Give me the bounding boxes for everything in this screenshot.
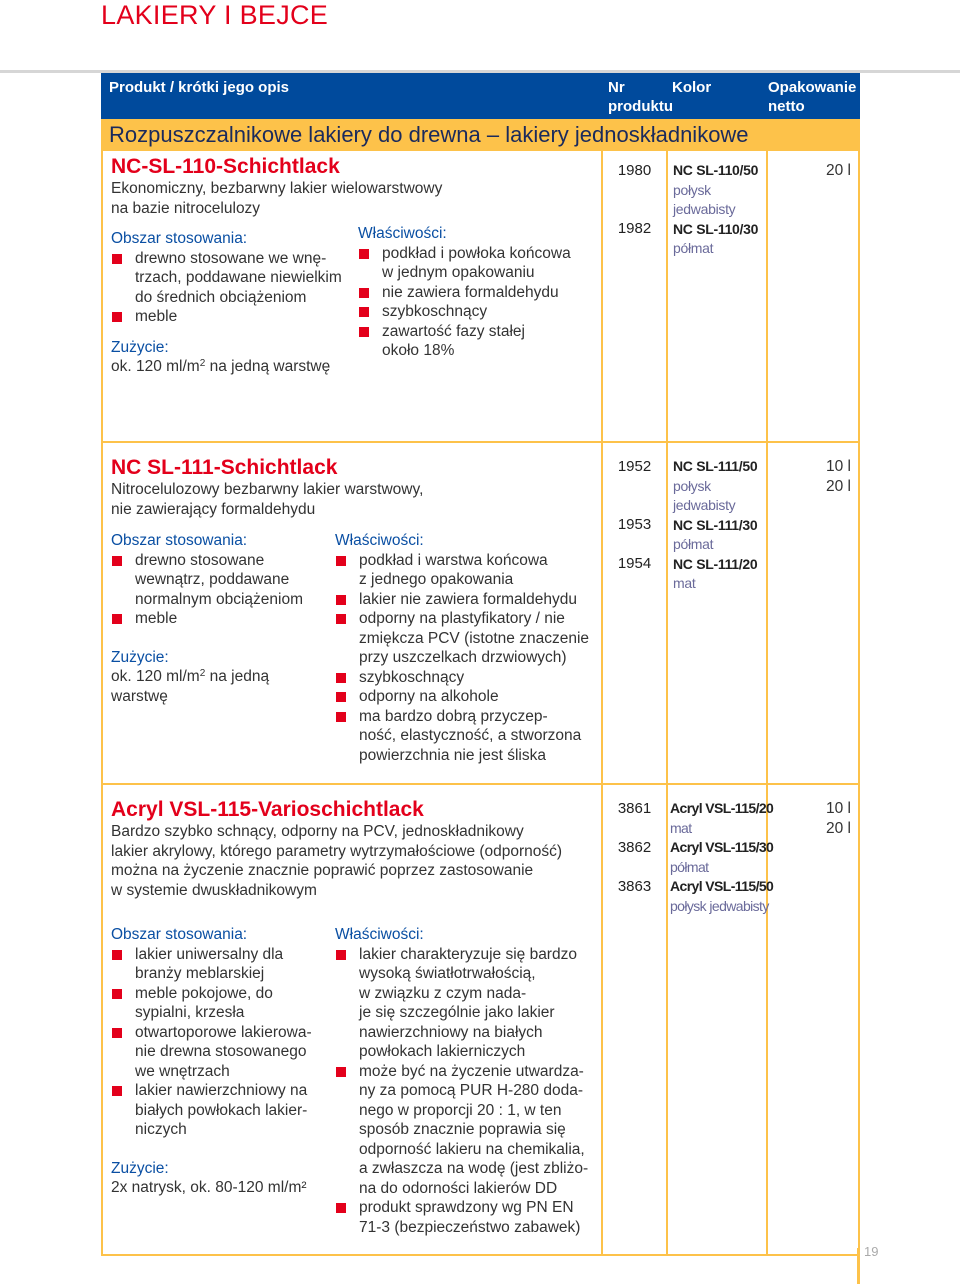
- column-divider: [666, 785, 668, 1254]
- list-item: podkład i warstwa końcowa z jednego opakowania: [335, 551, 599, 590]
- header-kolor: Kolor: [672, 79, 712, 96]
- properties-label: Właściwości:: [335, 532, 424, 549]
- list-item: ma bardzo dobrą przyczep- ność, elastyczność, a stworzona powierzchnia nie jest śliska: [335, 707, 599, 766]
- list-item: podkład i powłoka końcowa w jednym opakowaniu: [358, 244, 598, 283]
- column-divider: [666, 151, 668, 441]
- product-description: Ekonomiczny, bezbarwny lakier wielowarstwowy na bazie nitrocelulozy: [111, 180, 443, 217]
- list-item: może być na życzenie utwardza- ny za pomocą PUR H-280 doda- nego w proporcji 20 : 1, w ten sposób znacznie poprawia się odporność lakieru na chemikalia, a zwłaszcza na wodę (jest zbliżo- na do odorności lakierów DD: [335, 1062, 599, 1199]
- product-number: 3863: [617, 878, 652, 895]
- consumption-value: ok. 120 $ml/m^2$ na jedną warstwę: [111, 358, 331, 375]
- product-name: NC-SL-110-Schichtlack: [111, 155, 340, 178]
- usage-area-label: Obszar stosowania:: [111, 926, 248, 943]
- product-number: 3862: [617, 839, 652, 856]
- column-divider: [601, 151, 603, 441]
- list-item: lakier charakteryzuje się bardzo wysoką światłotrwałością, w związku z czym nada- je się szczególnie jako lakier nawierzchniowy na białych powłokach lakierniczych: [335, 945, 599, 1062]
- list-item: drewno stosowane we wnę- trzach, poddawane niewielkim do średnich obciążeniom: [111, 249, 361, 308]
- list-item: lakier uniwersalny dla branży meblarskiej: [111, 945, 331, 984]
- list-item: nie zawiera formaldehydu: [358, 283, 598, 303]
- page-number: 19: [864, 1244, 879, 1259]
- product-name: NC SL-111-Schichtlack: [111, 456, 338, 479]
- product-description: Nitrocelulozowy bezbarwny lakier warstwowy, nie zawierający formaldehydu: [111, 481, 424, 518]
- column-divider: [601, 443, 603, 783]
- consumption-label: Zużycie:: [111, 338, 169, 356]
- consumption-label: Zużycie:: [111, 648, 169, 666]
- header-opakowanie: Opakowanie netto: [768, 79, 857, 115]
- list-item: odporny na plastyfikatory / nie zmiękcza PCV (istotne znaczenie przy uszczelkach drzwiowych): [335, 609, 599, 668]
- product-number: 1980: [617, 162, 652, 179]
- consumption-value: 2x natrysk, ok. 80-120 ml/m²: [111, 1179, 307, 1196]
- product-row-nc-sl-110: [101, 151, 860, 443]
- consumption-value: ok. 120 $ml/m^2$ na jedną: [111, 668, 270, 685]
- header-produkt: Produkt / krótki jego opis: [109, 79, 290, 96]
- list-item: odporny na alkohole: [335, 687, 599, 707]
- column-divider: [766, 151, 768, 441]
- page-title: LAKIERY I BEJCE: [101, 0, 329, 30]
- packaging: 10 l 20 l: [826, 458, 851, 495]
- usage-area-label: Obszar stosowania:: [111, 532, 248, 549]
- list-item: szybkoschnący: [335, 668, 599, 688]
- product-row-acryl-vsl-115: [101, 785, 860, 1256]
- list-item: zawartość fazy stałej około 18%: [358, 322, 598, 361]
- category-heading: Rozpuszczalnikowe lakiery do drewna – lakiery jednoskładnikowe: [101, 119, 860, 151]
- list-item: drewno stosowane wewnątrz, poddawane normalnym obciążeniom: [111, 551, 331, 610]
- list-item: otwartoporowe lakierowa- nie drewna stosowanego we wnętrzach: [111, 1023, 331, 1082]
- product-row-nc-sl-111: [101, 443, 860, 785]
- packaging: 20 l: [826, 162, 851, 179]
- properties: [358, 224, 598, 361]
- product-number: 3861: [617, 800, 652, 817]
- usage-area-label: Obszar stosowania:: [111, 230, 248, 247]
- product-number: 1953: [617, 516, 652, 533]
- list-item: szybkoschnący: [358, 302, 598, 322]
- list-item: meble pokojowe, do sypialni, krzesła: [111, 984, 331, 1023]
- list-item: produkt sprawdzony wg PN EN 71-3 (bezpieczeństwo zabawek): [335, 1198, 599, 1237]
- color-entry: NC SL-110/50 połysk jedwabisty NC SL-110/30 półmat: [673, 162, 759, 256]
- product-description: Bardzo szybko schnący, odporny na PCV, jednoskładnikowy lakier akrylowy, którego parametry wytrzymałościowe (odporność) można na życzenie znacznie poprawić poprzez zastosowanie w systemie dwuskładnikowym: [111, 823, 563, 899]
- product-name: Acryl VSL-115-Varioschichtlack: [111, 798, 424, 821]
- list-item: meble: [111, 609, 331, 629]
- page-number-bar: [857, 1248, 860, 1284]
- consumption-value-line2: warstwę: [111, 687, 168, 705]
- list-item: lakier nawierzchniowy na białych powłokach lakier- niczych: [111, 1081, 331, 1140]
- usage-area: [111, 531, 331, 706]
- product-number: 1982: [617, 220, 652, 237]
- table-header: [101, 73, 860, 119]
- color-entry: NC SL-111/50 połysk jedwabisty NC SL-111/30 półmat NC SL-111/20 mat: [673, 458, 758, 591]
- header-nr: Nr produktu: [608, 79, 673, 115]
- list-item: meble: [111, 307, 361, 327]
- color-entry: Acryl VSL-115/20 mat Acryl VSL-115/30 półmat Acryl VSL-115/50 połysk jedwabisty: [670, 800, 774, 914]
- product-number: 1954: [617, 555, 652, 572]
- properties-label: Właściwości:: [335, 926, 424, 943]
- usage-area: [111, 925, 331, 1198]
- usage-area: [111, 229, 361, 377]
- column-divider: [666, 443, 668, 783]
- list-item: lakier nie zawiera formaldehydu: [335, 590, 599, 610]
- product-number: 1952: [617, 458, 652, 475]
- properties: [335, 531, 599, 765]
- properties: [335, 925, 599, 1237]
- packaging: 10 l 20 l: [826, 800, 851, 837]
- column-divider: [766, 443, 768, 783]
- consumption-label: Zużycie:: [111, 1159, 169, 1177]
- properties-label: Właściwości:: [358, 225, 447, 242]
- product-table: [101, 73, 860, 1256]
